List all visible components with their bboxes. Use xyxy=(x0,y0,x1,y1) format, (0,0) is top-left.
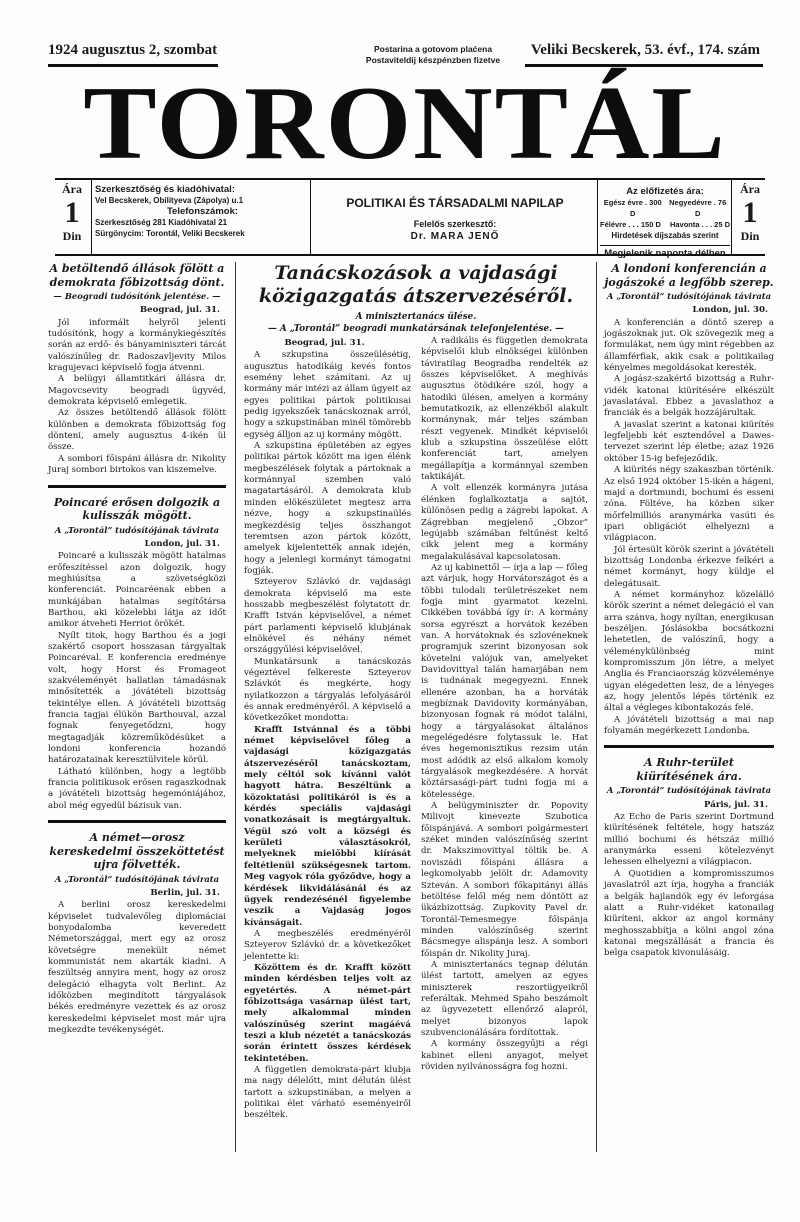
divider xyxy=(310,180,311,254)
paragraph: A belügyi államtitkári állásra dr. Magovcsevity beogradi ügyvéd, demokrata képviselő emlegetik. xyxy=(48,374,226,408)
article-dateline: A „Torontál” tudósítójának távirata xyxy=(54,524,220,535)
header-box xyxy=(55,178,765,259)
article-dateline: A „Torontál” tudósítójának távirata xyxy=(606,291,772,301)
lead-body-left xyxy=(244,336,411,1122)
divider xyxy=(48,820,226,823)
paragraph: Krafft Istvánnal és a többi német képviselővel főleg a vajdasági közigazgatás átszervezéséről tanácskoztam, mely céltól sok kívánni valót hagyott hátra. Beszéltünk a közoktatási politikáról is és a kérdés speciális vajdasági vonatkozásait is megtárgyaltuk. Végül szó volt a községi és kerületi választásokról, melyeknek mielőbbi kiírását feltétlenül szükségesnek tartom. Meg vagyok róla győződve, hogy a kérdések likvidálásánál és az ügyek rendezésénél figyelembe veszik a Vajdaság jogos kívánságait. xyxy=(244,724,411,928)
paragraph: A Quotidien a kompromisszumos javaslatról azt írja, hogyha a franciák a belgák hajlandók egy év leforgása alatt a Ruhr-vidéket katonailag kiüríteni, akkor az angol kormány meghosszabbítja a kölni angol zóna katonai megszállását a francia és belga csapatok kivonulásáig. xyxy=(604,868,774,959)
paragraph: Poincaré a kulisszák mögött hatalmas erőfeszítéssel azon dolgozik, hogy meghiúsítsa a szövetségközi konferenciát. Poincaréenak ebben a munkájában hatalmas segítőtársa Barthou, aki közelebbi látja az időt amikor átveheti Herriot örökét. xyxy=(48,551,226,630)
article-title: Poincaré erősen dolgozik a kulisszák mögött. xyxy=(53,495,221,522)
article-place: Berlin, jul. 31. xyxy=(150,887,220,898)
article-dateline: A „Torontál” tudósítójának távirata xyxy=(606,785,772,796)
paragraph: Közöttem és dr. Krafft között minden kérdésben teljes volt az egyetértés. A német-párt főbizottsága vasárnap ülést tart, mely alkalommal minden valószínűség szerint magáévá teszi a klub nézetét a tanácskozás során érintett összes kérdések tekintetében. xyxy=(244,962,411,1064)
article-title: A Ruhr-terület kiürítésének ára. xyxy=(636,756,742,783)
editor-name: Dr. MARA JENŐ xyxy=(410,231,500,242)
paragraph: A német kormányhoz közelálló körök szerint a német delegáció el van arra szánva, hogy nyíltan, energikusan beszéljen. Jóslásokba bocsátkozni lehetetlen, de valószínű, hogy a véleménykülönbség mint kompromisszum jön létre, a melyet Anglia és Franciaország közvéleménye ugyan elégedetten lesz, de a lényeges az, hogy jelentős lépés történik ez által a végleges kibontakozás felé. xyxy=(604,589,774,714)
article-place: Beograd, jul. 31. xyxy=(284,338,365,348)
price-left: Ára 1 Din xyxy=(62,182,82,243)
paragraph: A kormány összegyűjti a régi kabinet elleni anyagot, melyet röviden nyilvánosságra fog hozni. xyxy=(421,1039,588,1072)
divider xyxy=(48,485,226,488)
paragraph: A volt ellenzék kormányra jutása élénken foglalkoztatja a sajtót, különösen pedig a zágrebi lapokat. A Zágrebban megjelenő „Obzor” legújabb számában feltűnést keltő cikk jelent meg a kormány megalakulásával kapcsolatosan. xyxy=(421,483,588,562)
paragraph: Jól informált helyről jelenti tudósítónk, hogy a kormánykiegészítés során az erdő- és bányaminiszteri tárcát valószínűleg dr. Radoszavljevity Milos kragujevaci képviselő fogja átvenni. xyxy=(48,317,226,374)
article-title: A betöltendő állások fölött a demokrata főbizottság dönt. xyxy=(49,262,225,289)
paragraph: A független demokrata-párt klubja ma nagy délelőtt, mint délután ülést tartott a szkupstinában, a melyen a politikai élet várható eseményeiről beszéltek. xyxy=(244,1065,411,1121)
article-dateline: — Beogradi tudósítónk jelentése. — xyxy=(53,291,221,301)
postal-note: Postarina a gotovom plaćena Postaviteldij készpénzben fizetve xyxy=(365,44,501,65)
article-dateline: A „Torontál” tudósítójának távirata xyxy=(54,873,220,884)
article-place: Beograd, jul. 31. xyxy=(139,305,220,316)
divider xyxy=(731,180,732,254)
column-center xyxy=(244,262,588,1122)
editorial-office: Szerkesztőség és kiadóhivatal: Vel Becskerek, Obilityeva (Zápolya) u.1 Telefonszámok: Szerkesztőség 281 Kiadóhivatal 21 Sürgönycim: Torontál, Veliki Becskerek xyxy=(95,184,245,238)
masthead-title: TORONTÁL xyxy=(83,65,727,181)
paragraph: Jól értesült körök szerint a jóvátételi bizottság Londonba érkezve felkéri a német kormányt, hogy küldje el delegátusait. xyxy=(604,544,774,589)
paragraph: A szkupstina épületében az egyes politikai pártok között ma igen élénk megbeszélések folytak a pártoknak a kormánnyal szemben való magatartásáról. A demokrata klub minden elökészületet megtesz arra nézve, hogy a szkupstinaülés megkezdésig teljes összhangot teremtsen azon pártok között, amelyek kijelentették annak idején, hogy a jelenlegi kormányt támogatni fogják. xyxy=(244,441,411,576)
paragraph: A belügyminiszter dr. Popovity Milivojt kinevezte Szubotica főispánjává. A sombori polgármesteri széket minden valószínűség szerint dr. Makszimovittyal töltik be. A noviszádi főispáni állásra a legkomolyabb jelölt dr. Adamovity Szteván. A sombori főkapitányi állás betöltése felől még nem döntött az ükázbizottság. Zupkovity Pavel dr. Torontál-Temesmegye főispánja minden valószínűség szerint Bácsmegye alispánja lesz. A sombori főispán dr. Nikolity Juraj. xyxy=(421,801,588,959)
subscription-prices: Az előfizetés ára: Egész évre . 300 D Negyedévre . 76 D Félévre . . . 150 D Havonta . . . 25 D Hirdetések díjszabás szerint Megjelenik naponta délben xyxy=(600,186,730,259)
divider xyxy=(91,180,92,254)
divider xyxy=(597,180,598,254)
column-divider xyxy=(596,262,597,1152)
lead-title: Tanácskozások a vajdasági közigazgatás átszervezéséről. xyxy=(258,262,574,307)
paragraph: A radikális és független demokrata képviselői klub elnökségei különben táviratilag Beogradba rendelték az összes képviselőket. A meghívás augusztus ötödikére szól, hogy a hatodiki ülésen, amelyen a kormány bemutatkozik, az ellenzékből alakult kormánynak, már teljes számban részt vegyenek. Mindkét képviselői klub a szkupstina összeülése előtt konferenciát tart, amelyen megállapítja a kormánnyal szemben taktikáját. xyxy=(421,336,588,483)
paragraph: A minisztertanács tegnap délután ülést tartott, amelyen az egyes miniszterek reszortügyeikről referáltak. Mehmed Spaho beszámolt az ügyvezetett ellenőrző alapról, melyet bizonyos lapok szubvencionálására fordítottak. xyxy=(421,959,588,1038)
paragraph: Nyílt titok, hogy Barthou és a jogi szakértő csoport hosszasan tárgyaltak Poincaréval. E konferencia eredménye volt, hogy Horst és Fromageot szakvéleményét hallatlan támadásnak minősítették a jóvátételi bizottság tekintélye ellen. A jóvátételi bizottság francia tagjai élükön Barthouval, azzal fognak fenyegetődzni, hogy megtagadják közreműködésüket a londoni konferencia hozandó határozatainak keresztülvitele körül. xyxy=(48,630,226,766)
price-right: Ára 1 Din xyxy=(740,182,760,243)
paragraph: Látható különben, hogy a legtöbb francia politikusok erősen ragaszkodnak a jóvátételi bizottság hegemóniájához, abol még egyedül bázisuk van. xyxy=(48,766,226,811)
paragraph: Az összes betöltendő állások fölött különben a demokrata főbizottság fog dönteni, amely augusztus 4-ikén ül össze. xyxy=(48,408,226,453)
paragraph: Az Echo de Paris szerint Dortmund kiürítésének feltétele, hogy hatszáz millió bochumi és hétszáz millió aranymárka esseni kötelezvényt lehessen elhelyezni a világpiacon. xyxy=(604,812,774,868)
paragraph: A kiürítés négy szakaszban történik. Az első 1924 október 15-ikén a hágeni, majd a dortmundi, bochumi és esseni zóna. Föltéve, ha közben siker mőrfelmilliós aranymárka vasúti és ipari obligációt elhelyezni a világpiacon. xyxy=(604,465,774,544)
paragraph: A jóvátételi bizottság a mai nap folyamán megérkezett Londonba. xyxy=(604,714,774,737)
paragraph: Szteyerov Szlávkó dr. vajdasági demokrata képviselő ma este hosszabb megbeszélést folytatott dr. Krafft István képviselővel, a német párt parlamenti képviselő klubjának elnökével és néhány német országgyűlési képviselővel. xyxy=(244,577,411,656)
paragraph: A sombori főispáni állásra dr. Nikolity Juraj sombori birtokos van kiszemelve. xyxy=(48,453,226,476)
article-title: A londoni konferencián a jogászoké a legfőbb szerep. xyxy=(604,262,774,289)
dateline xyxy=(48,42,760,66)
paragraph: A megbeszélés eredményéről Szteyerov Szlávkó dr. a következőket jelentette ki: xyxy=(244,928,411,962)
paragraph: Munkatársunk a tanácskozás végeztével felkereste Szteyerov Szlávkót és megkérte, hogy nyilatkozzon a tárgyalás lefolyásáról és annak eredményéről. A képviselő a következőket mondotta: xyxy=(244,656,411,724)
lead-body xyxy=(244,336,588,1122)
article-title: A német—orosz kereskedelmi összeköttetést ujra fölvették. xyxy=(49,831,225,872)
divider xyxy=(604,745,774,748)
column-left xyxy=(48,262,226,1036)
paragraph: A szkupstina összeülésétig, augusztus hatodikáig kevés fontos esemény lehet számítani. Az uj kormány már intézi az állam ügyeit az egyes politikai pártok politikusai pedig igyekszőek tanácskoznak arról, hogy a szkupstinában minél tömörebb egység álljon az uj kormány mögött. xyxy=(244,350,411,440)
lead-dateline: — A „Torontál” beogradi munkatársának telefonjelentése. — xyxy=(268,324,564,334)
paper-subtitle: POLITIKAI ÉS TÁRSADALMI NAPILAP Felelős szerkesztő: Dr. MARA JENŐ xyxy=(313,196,597,242)
paragraph: A berlini orosz kereskedelmi képviselet tudvalevőleg diplomáciai bonyodalomba keveredett Németországgal, mert egy az orosz követségre menekült német kommunistát nem akarták kiadni. A feszültség annyira ment, hogy az orosz delegáció elhagyta volt Berlint. Az időközben megindított tárgyalások békés eredményre vezettek és az orosz kereskedelmi képviselet most már ujra megkezdte tevékenységét. xyxy=(48,900,226,1036)
column-right xyxy=(604,262,774,960)
lead-subtitle: A minisztertanács ülése. xyxy=(355,312,477,322)
issue-number: Veliki Becskerek, 53. évf., 174. szám xyxy=(530,42,760,58)
paragraph: A jogász-szakértő bizottság a Ruhr-vidék katonai kiürítésére elkészült javaslatával. Ebbez a javaslathoz a franciák és a belgák hozzájárultak. xyxy=(604,374,774,419)
issue-date: 1924 augusztus 2, szombat xyxy=(48,42,218,58)
page-body xyxy=(48,262,774,1162)
paragraph: A konferencián a döntő szerep a jogászoknak jut. Ok szövegezik meg a formulákat, nem úgy mint régebben az államférfiak, akik csak a politikailag kényelmes megoldásokat keresték. xyxy=(604,317,774,374)
article-place: London, jul. 31. xyxy=(144,538,220,549)
column-divider xyxy=(235,262,236,1152)
article-place: Páris, jul. 31. xyxy=(704,799,768,810)
paragraph: A javaslat szerint a katonai kiürítés legfeljebb két esztendővel a Dawes-tervezet szerint lép életbe; azaz 1926 október 15-ig befejeződik. xyxy=(604,419,774,464)
paragraph: Az uj kabinettől — írja a lap — főleg azt várjuk, hogy Horvátországot és a többi tulodali területrészeket nem fogja mint gyarmatot kezelni. Cikkében továbbá így ír: A kormány sorsa egyrészt a horvátok kezében van. A horvátoknak és szlovéneknek programjuk szerint bizonyosan sok követelni valójuk van, amelyeket Davidovittyal talán hamarjában nem is tudnának megegyezni. Ennek ellenére azonban, ha a horváták megbíznak Davidovity kormányában, bizonyosan fognak rá módot találni, hogy a tárgyalásokat általános megelégedésre folytassuk le. Hat éves hegemonisztikus rezsim után most adódik az első alkalom komoly tárgyalások megkezdésére. A horvát köztársasági-párt tudni fogja mi a kötelessége. xyxy=(421,562,588,800)
article-place: London, jul. 30. xyxy=(692,305,768,316)
lead-body-right xyxy=(421,336,588,1122)
